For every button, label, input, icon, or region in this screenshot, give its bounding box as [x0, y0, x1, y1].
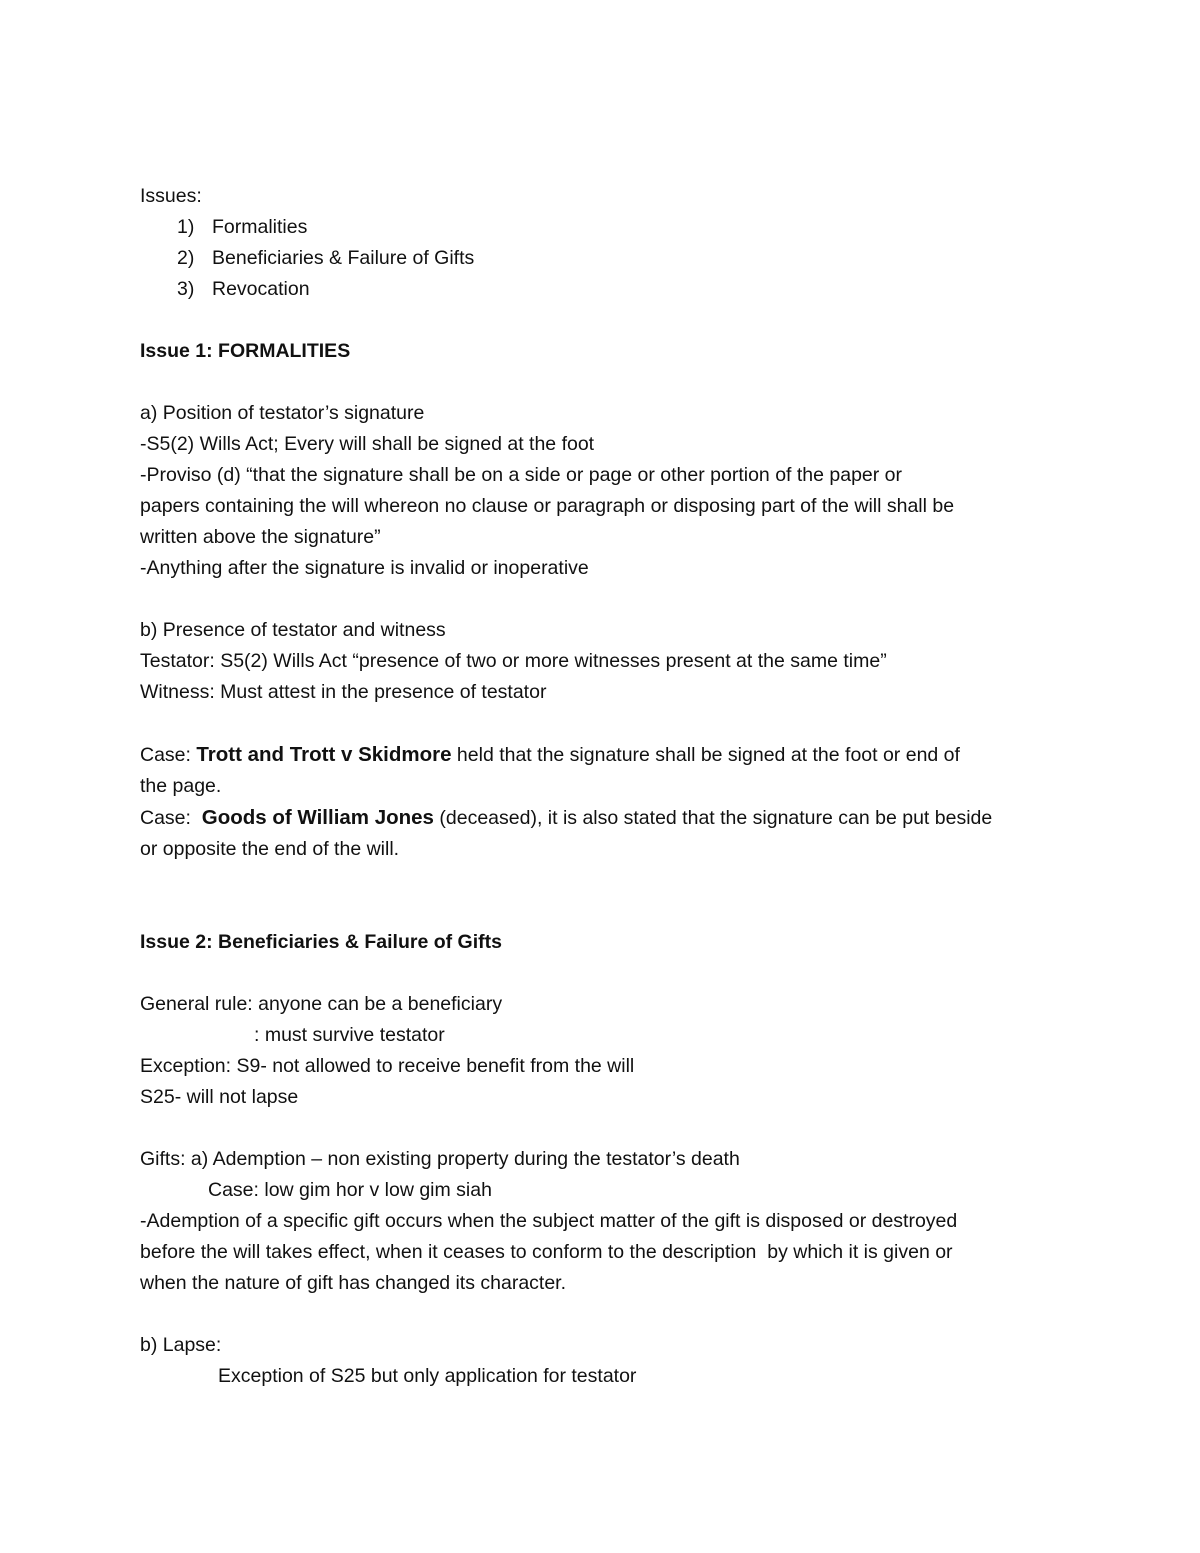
lapse-title: b) Lapse: [140, 1334, 222, 1356]
issue1-b-line: Witness: Must attest in the presence of testator [140, 681, 547, 703]
issue2-heading: Issue 2: Beneficiaries & Failure of Gifts [140, 931, 502, 953]
case1-line2: the page. [140, 775, 222, 797]
ademption-line: before the will takes effect, when it ceases to conform to the description by which it is given or [140, 1241, 953, 1263]
case2-paragraph: Case: Goods of William Jones (deceased), it is also stated that the signature can be put beside [140, 806, 993, 829]
issue1-a-title: a) Position of testator’s signature [140, 402, 425, 424]
issues-label: Issues: [140, 185, 202, 207]
exception-s9: Exception: S9- not allowed to receive benefit from the will [140, 1055, 635, 1077]
issues-list [140, 212, 1070, 305]
general-rule-continued: : must survive testator [254, 1024, 445, 1046]
issue1-a-line: -Proviso (d) “that the signature shall be on a side or page or other portion of the paper or [140, 464, 903, 486]
issue1-b-line: Testator: S5(2) Wills Act “presence of two or more witnesses present at the same time” [140, 650, 887, 672]
issue1-a-line: papers containing the will whereon no clause or paragraph or disposing part of the will shall be [140, 495, 955, 517]
general-rule: General rule: anyone can be a beneficiary [140, 993, 503, 1015]
issue1-a-line: -Anything after the signature is invalid or inoperative [140, 557, 589, 579]
issue1-b-title: b) Presence of testator and witness [140, 619, 446, 641]
ademption-line: when the nature of gift has changed its character. [140, 1272, 567, 1294]
document-body [140, 181, 1070, 1392]
list-item: 3) Revocation [177, 278, 310, 300]
issue1-heading: Issue 1: FORMALITIES [140, 340, 351, 362]
list-item: 2) Beneficiaries & Failure of Gifts [177, 247, 475, 269]
case1-paragraph: Case: Trott and Trott v Skidmore held that the signature shall be signed at the foot or end of [140, 743, 960, 766]
list-item: 1) Formalities [177, 216, 308, 238]
gifts-case: Case: low gim hor v low gim siah [208, 1179, 492, 1201]
s25-rule: S25- will not lapse [140, 1086, 299, 1108]
case2-line2: or opposite the end of the will. [140, 838, 400, 860]
ademption-line: -Ademption of a specific gift occurs when the subject matter of the gift is disposed or destroyed [140, 1210, 958, 1232]
gifts-ademption: Gifts: a) Ademption – non existing property during the testator’s death [140, 1148, 740, 1170]
lapse-exception: Exception of S25 but only application for testator [218, 1365, 637, 1387]
case1-name: Trott and Trott v Skidmore [196, 743, 452, 766]
issue1-a-line: written above the signature” [140, 526, 381, 548]
issue1-a-line: -S5(2) Wills Act; Every will shall be signed at the foot [140, 433, 595, 455]
case2-name: Goods of William Jones [201, 806, 434, 829]
